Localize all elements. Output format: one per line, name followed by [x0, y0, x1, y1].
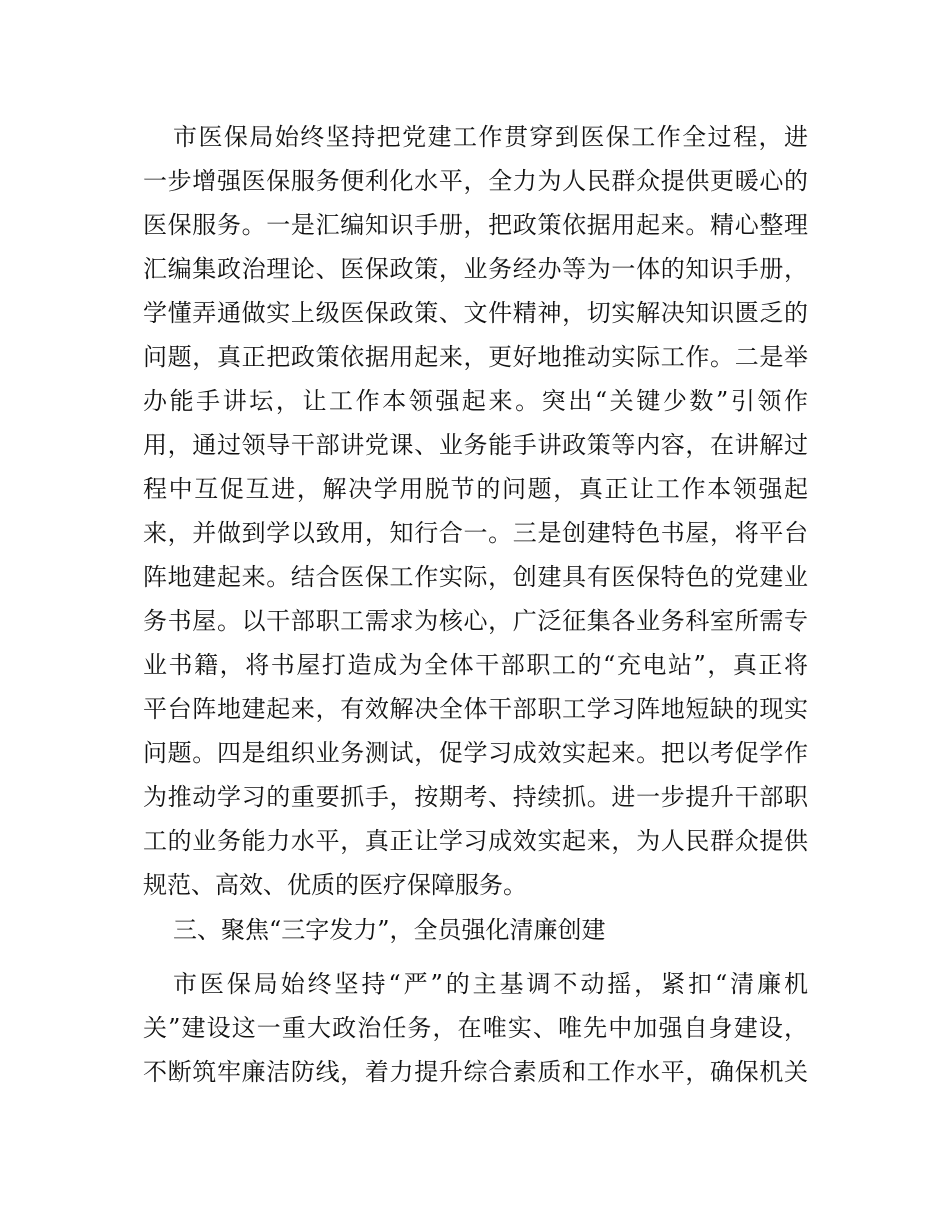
- text-line: 用，通过领导干部讲党课、业务能手讲政策等内容，在讲解过: [143, 431, 808, 459]
- text-line: 一步增强医保服务便利化水平，全力为人民群众提供更暖心的: [143, 167, 808, 195]
- text-line: 办能手讲坛，让工作本领强起来。突出“关键少数”引领作: [143, 387, 808, 415]
- text-line: 平台阵地建起来，有效解决全体干部职工学习阵地短缺的现实: [143, 695, 808, 723]
- text-line: 市医保局始终坚持“严”的主基调不动摇，紧扣“清廉机: [173, 970, 808, 998]
- text-line: 来，并做到学以致用，知行合一。三是创建特色书屋，将平台: [143, 519, 808, 547]
- text-line: 医保服务。一是汇编知识手册，把政策依据用起来。精心整理: [143, 211, 808, 239]
- text-line: 工的业务能力水平，真正让学习成效实起来，为人民群众提供: [143, 827, 808, 855]
- text-line: 市医保局始终坚持把党建工作贯穿到医保工作全过程，进: [173, 123, 808, 151]
- text-line: 程中互促互进，解决学用脱节的问题，真正让工作本领强起: [143, 475, 808, 503]
- text-line: 问题，真正把政策依据用起来，更好地推动实际工作。二是举: [143, 343, 808, 371]
- text-line: 不断筑牢廉洁防线，着力提升综合素质和工作水平，确保机关: [143, 1058, 808, 1086]
- text-line: 务书屋。以干部职工需求为核心，广泛征集各业务科室所需专: [143, 607, 808, 635]
- text-line: 业书籍，将书屋打造成为全体干部职工的“充电站”，真正将: [143, 651, 808, 679]
- text-line: 问题。四是组织业务测试，促学习成效实起来。把以考促学作: [143, 739, 808, 767]
- text-line: 汇编集政治理论、医保政策，业务经办等为一体的知识手册，: [143, 255, 808, 283]
- text-line: 阵地建起来。结合医保工作实际，创建具有医保特色的党建业: [143, 563, 808, 591]
- section-heading: 三、聚焦“三字发力”，全员强化清廉创建: [173, 916, 606, 944]
- text-line: 学懂弄通做实上级医保政策、文件精神，切实解决知识匮乏的: [143, 299, 808, 327]
- text-line: 为推动学习的重要抓手，按期考、持续抓。进一步提升干部职: [143, 783, 808, 811]
- text-line: 规范、高效、优质的医疗保障服务。: [143, 871, 527, 899]
- text-line: 关”建设这一重大政治任务，在唯实、唯先中加强自身建设，: [143, 1014, 808, 1042]
